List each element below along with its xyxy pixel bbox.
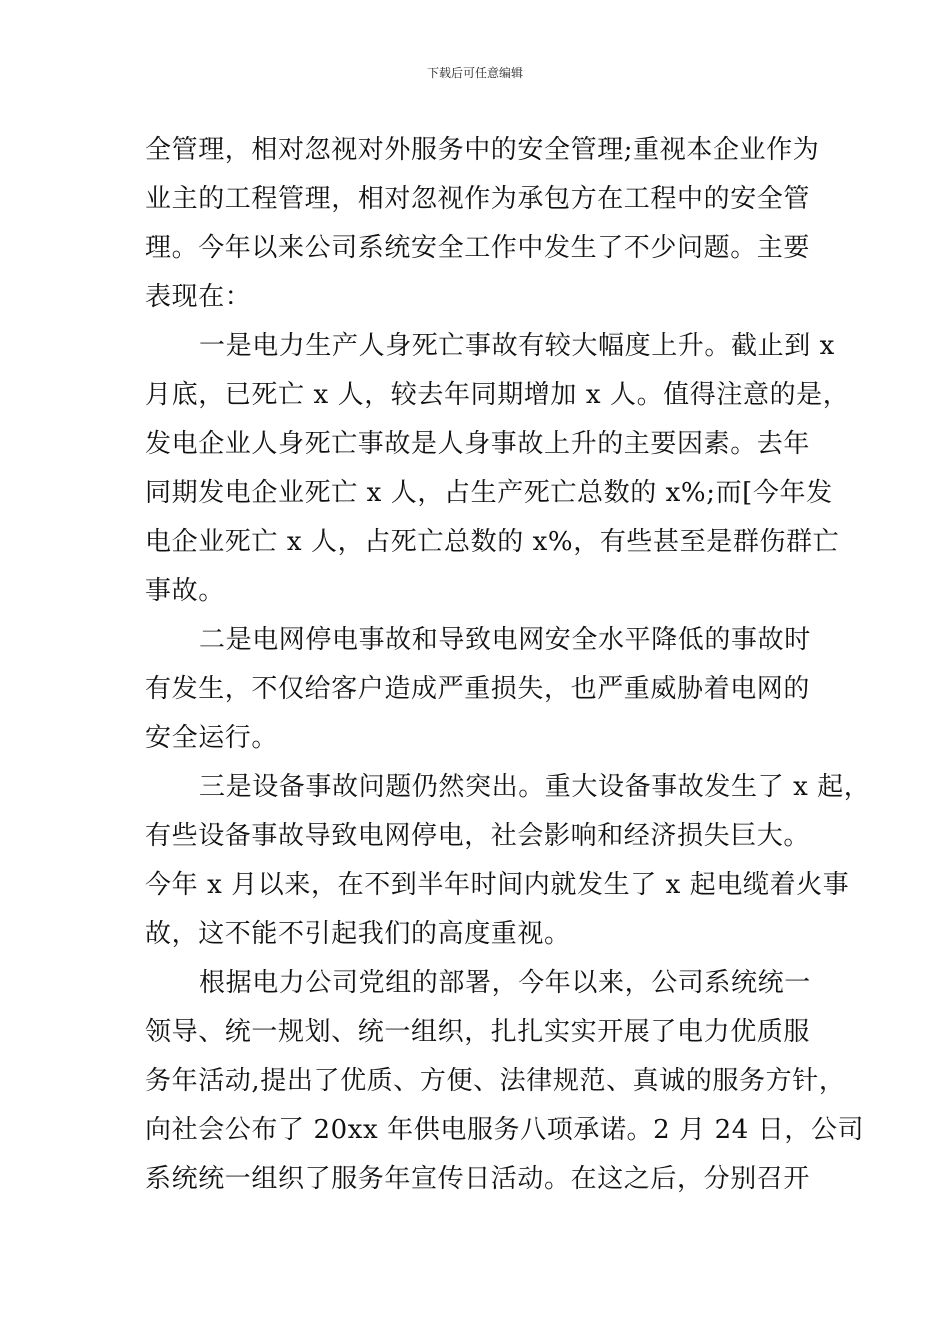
text-line: 安全运行。 [145,723,279,753]
text-line: 月底，已死亡 x 人，较去年同期增加 x 人。值得注意的是， [145,380,850,410]
text-line: 电企业死亡 x 人，占死亡总数的 x%，有些甚至是群伤群亡 [145,527,840,557]
text-line: 全管理，相对忽视对外服务中的安全管理;重视本企业作为 [145,135,820,165]
paragraph-3 [145,616,810,763]
text-line: 同期发电企业死亡 x 人，占生产死亡总数的 x%;而[今年发 [145,478,833,508]
text-line: 事故。 [145,576,225,606]
paragraph-4 [145,763,871,959]
text-line: 根据电力公司党组的部署，今年以来，公司系统统一 [199,968,811,998]
page-header: 下载后可任意编辑 [426,66,523,80]
text-line: 故，这不能不引起我们的高度重视。 [145,919,571,949]
text-line: 二是电网停电事故和导致电网安全水平降低的事故时 [199,625,811,655]
text-line: 表现在： [145,282,252,312]
text-line: 三是设备事故问题仍然突出。重大设备事故发生了 x 起， [199,772,871,802]
paragraph-5 [145,959,865,1204]
text-line: 有些设备事故导致电网停电，社会影响和经济损失巨大。 [145,821,811,851]
paragraph-2 [145,322,850,616]
paragraph-1 [145,126,820,322]
document-body [145,126,871,1204]
text-line: 今年 x 月以来，在不到半年时间内就发生了 x 起电缆着火事 [145,870,850,900]
text-line: 领导、统一规划、统一组织，扎扎实实开展了电力优质服 [145,1017,811,1047]
text-line: 一是电力生产人身死亡事故有较大幅度上升。截止到 x [199,331,835,361]
text-line: 业主的工程管理，相对忽视作为承包方在工程中的安全管 [145,184,811,214]
text-line: 理。今年以来公司系统安全工作中发生了不少问题。主要 [145,233,811,263]
text-line: 向社会公布了 20xx 年供电服务八项承诺。2 月 24 日，公司 [145,1115,865,1145]
text-line: 有发生，不仅给客户造成严重损失，也严重威胁着电网的 [145,674,811,704]
text-line: 系统统一组织了服务年宣传日活动。在这之后，分别召开 [145,1164,811,1194]
text-line: 务年活动,提出了优质、方便、法律规范、真诚的服务方针， [145,1066,846,1096]
text-line: 发电企业人身死亡事故是人身事故上升的主要因素。去年 [145,429,811,459]
